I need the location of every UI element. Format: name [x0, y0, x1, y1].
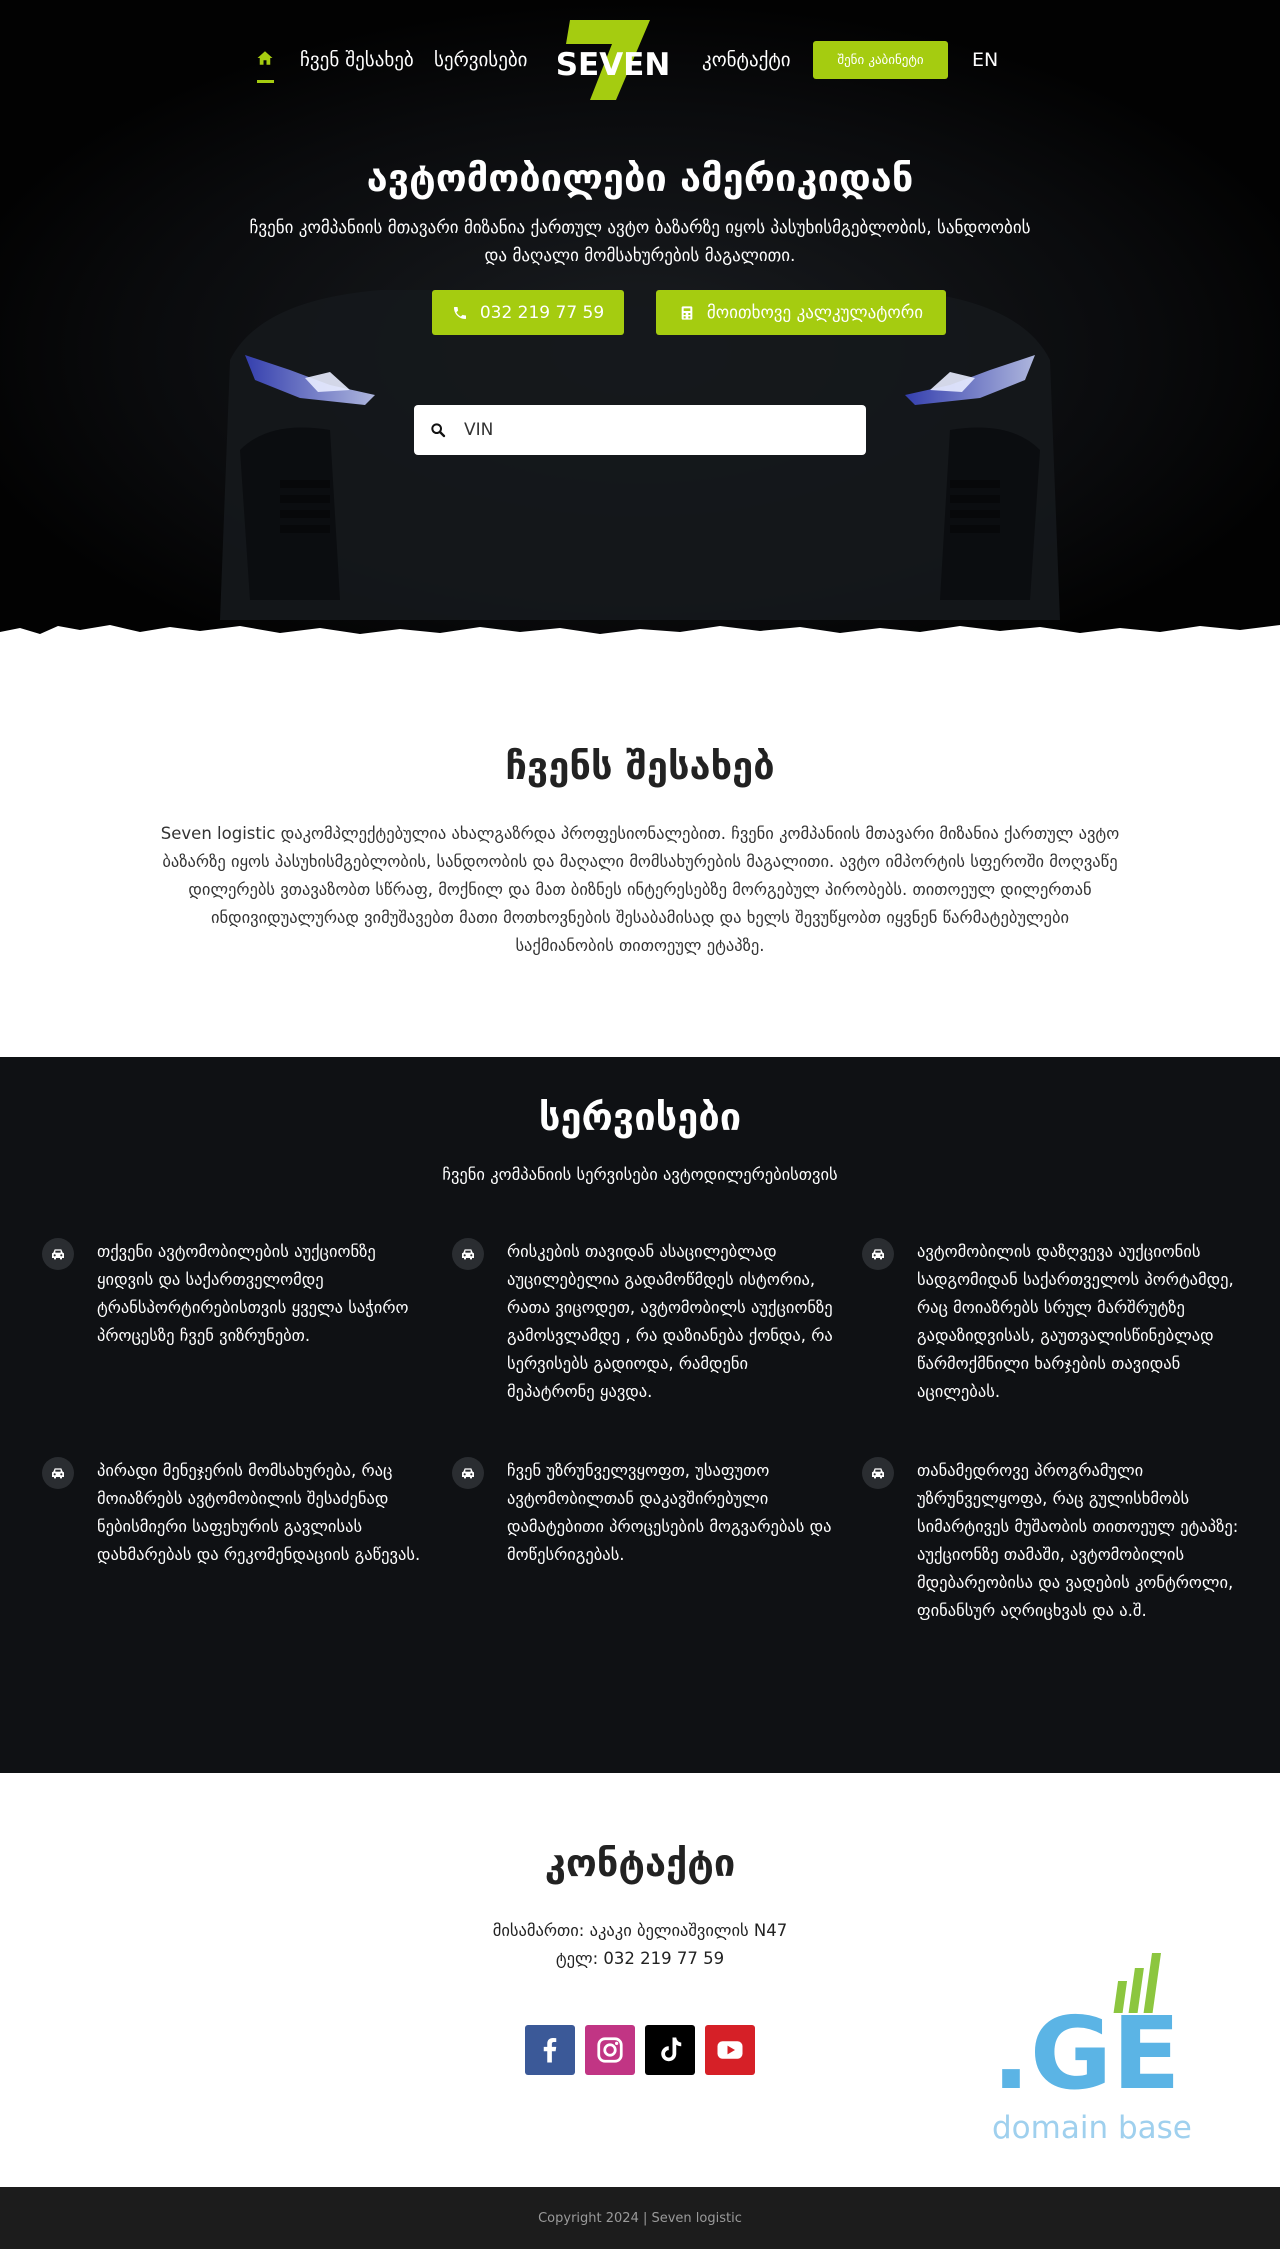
seven-logo[interactable]	[546, 18, 680, 102]
about-section	[0, 640, 1280, 1057]
service-text: ჩვენ უზრუნველვყოფთ, უსაფუთო ავტომობილთან დაკავშირებული დამატებითი პროცესების მოგვარებას და მოწესრიგებას.	[507, 1461, 832, 1564]
hero-subtitle: ჩვენი კომპანიის მთავარი მიზანია ქართულ ავტო ბაზარზე იყოს პასუხისმგებლობის, სანდოობის და მაღალი მომსახურების მაგალითი.	[249, 218, 1031, 266]
about-text: Seven logistic დაკომპლექტებულია ახალგაზრდა პროფესიონალებით. ჩვენი კომპანიის მთავარი მიზანია ქართულ ავტო ბაზარზე იყოს პასუხისმგებლობის, სანდოობის და მაღალი მომსახურების მაგალითი. ავტო იმპორტის სფეროში მოღვაწე დილერებს ვთავაზობთ სწრაფ, მოქნილ და მათ ბიზნეს ინტერესებზე მორგებულ პირობებს. თითოეულ დილერთან ინდივიდუალურად ვიმუშავებთ მათი მოთხოვნების შესაბამისად და ხელს შევუწყობთ იყვნენ წარმატებულები საქმიანობის თითოეულ ეტაპზე.	[160, 824, 1120, 955]
call-button[interactable]	[432, 290, 624, 335]
home-icon[interactable]	[256, 49, 274, 67]
car-icon	[42, 1457, 74, 1489]
youtube-link[interactable]	[705, 2025, 755, 2075]
services-section	[0, 1057, 1280, 1773]
tiktok-icon	[655, 2035, 685, 2065]
contact-title: კონტაქტი	[544, 1841, 736, 1885]
language-switch[interactable]: EN	[972, 49, 999, 71]
main-nav	[0, 0, 1280, 120]
car-icon	[862, 1238, 894, 1270]
phone-icon	[452, 305, 468, 321]
badge-sub-text: domain base	[992, 2110, 1192, 2146]
service-text: თანამედროვე პროგრამული უზრუნველყოფა, რაც გულისხმობს სიმარტივეს მუშაობის თითოეულ ეტაპზე: აუქციონზე თამაში, ავტომობილის მდებარეობისა და ვადების კონტროლი, ფინანსურ აღრიცხვას და ა.შ.	[917, 1461, 1239, 1620]
service-text: რისკების თავიდან ასაცილებლად აუცილებელია გადამოწმდეს ისტორია, რათა ვიცოდეთ, ავტომობილს აუქციონზე გამოსვლამდე , რა დაზიანება ქონდა, რა სერვისებს გადიოდა, რამდენი მეპატრონე ყავდა.	[507, 1242, 833, 1401]
active-nav-indicator	[257, 80, 274, 83]
service-text: პირადი მენეჯერის მომსახურება, რაც მოიაზრებს ავტომობილის შესაძენად ნებისმიერი საფეხურის გავლისას დახმარებას და რეკომენდაციის გაწევას.	[97, 1461, 421, 1564]
youtube-icon	[715, 2035, 745, 2065]
calculator-icon	[679, 305, 695, 321]
copyright-text: Copyright 2024 | Seven logistic	[538, 2210, 742, 2226]
car-icon	[42, 1238, 74, 1270]
call-button-label: 032 219 77 59	[479, 302, 605, 323]
contact-phone[interactable]: ტელ: 032 219 77 59	[555, 1949, 725, 1968]
car-icon	[452, 1238, 484, 1270]
facebook-icon	[535, 2035, 565, 2065]
service-text: თქვენი ავტომობილების აუქციონზე ყიდვის და საქართველომდე ტრანსპორტირებისთვის ყველა საჭირო პროცესზე ჩვენ ვიზრუნებთ.	[97, 1242, 409, 1345]
vin-search-input[interactable]	[464, 420, 844, 440]
car-icon	[862, 1457, 894, 1489]
car-icon	[452, 1457, 484, 1489]
instagram-link[interactable]	[585, 2025, 635, 2075]
nav-item-services[interactable]: სერვისები	[434, 49, 528, 71]
contact-address: მისამართი: აკაკი ბელიაშვილის N47	[492, 1921, 788, 1940]
badge-main-text: .GE	[992, 1995, 1181, 2112]
tiktok-link[interactable]	[645, 2025, 695, 2075]
hero-title: ავტომობილები ამერიკიდან	[366, 156, 914, 200]
nav-item-about[interactable]: ჩვენ შესახებ	[300, 49, 414, 71]
services-subtitle: ჩვენი კომპანიის სერვისები ავტოდილერებისთვის	[442, 1165, 838, 1184]
instagram-icon	[595, 2035, 625, 2065]
my-cabinet-button[interactable]: შენი კაბინეტი	[813, 41, 948, 79]
services-title: სერვისები	[538, 1095, 742, 1139]
contact-section	[0, 1773, 1280, 2187]
hero-section	[0, 0, 1280, 640]
domain-base-badge[interactable]	[992, 1953, 1202, 2153]
logo-text: SEVEN	[555, 47, 671, 83]
about-title: ჩვენს შესახებ	[505, 744, 775, 788]
nav-item-contact[interactable]: კონტაქტი	[702, 49, 791, 71]
calculator-button-label: მოითხოვე კალკულატორი	[706, 302, 924, 323]
vin-search-box	[414, 405, 866, 455]
footer	[0, 2187, 1280, 2249]
search-icon[interactable]	[430, 422, 446, 438]
facebook-link[interactable]	[525, 2025, 575, 2075]
calculator-request-button[interactable]	[656, 290, 946, 335]
service-text: ავტომობილის დაზღვევა აუქციონის სადგომიდან საქართველოს პორტამდე, რაც მოიაზრებს სრულ მარშრუტზე გადაზიდვისას, გაუთვალისწინებლად წარმოქმნილი ხარჯების თავიდან აცილებას.	[917, 1242, 1234, 1401]
